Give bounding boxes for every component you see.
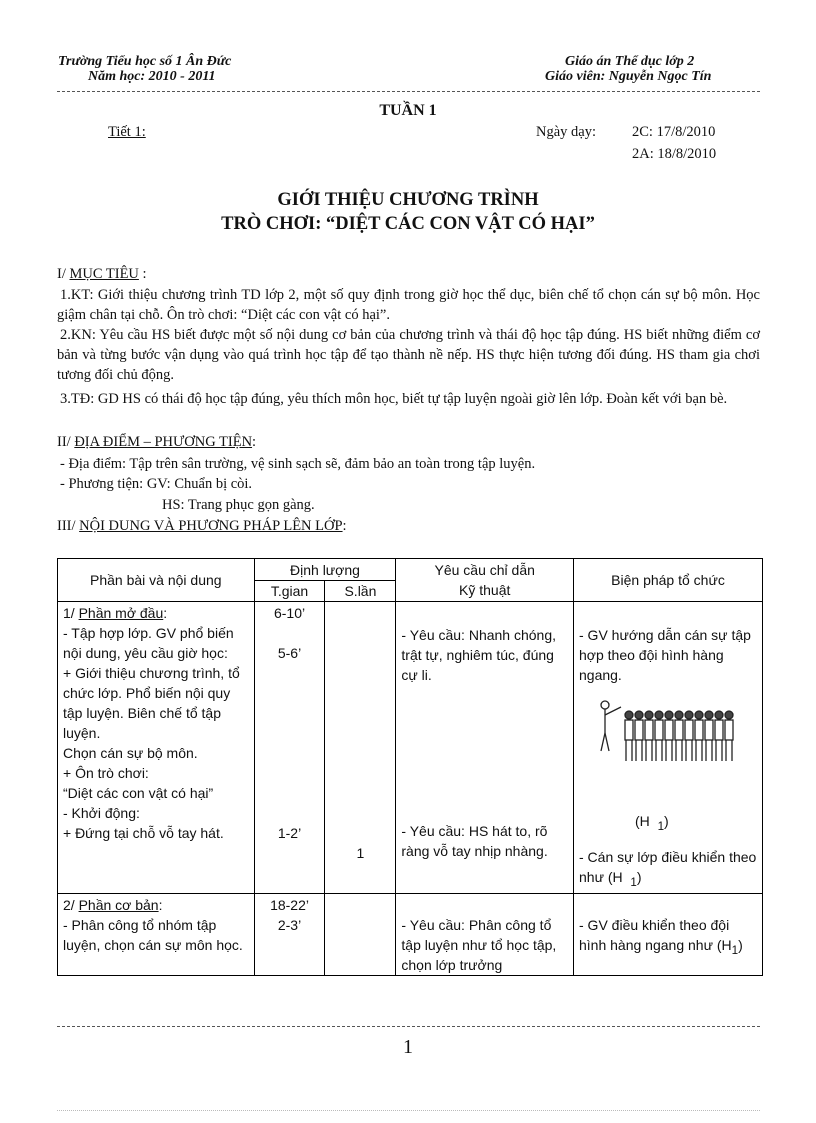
lesson-table [57,558,763,976]
header-reps: S.lần [325,581,396,602]
row1-part-warmup: + Đứng tại chỗ vỗ tay hát. [63,825,224,841]
page-bottom-border [57,1110,760,1111]
footer-divider [57,1026,760,1027]
row1-organization: - GV hướng dẫn cán sự tập hợp theo đội hình hàng ngang. (H $_1$) - Cán sự lớp điều khiển theo như (H $_1$) [574,602,763,894]
place-line: - Địa điểm: Tập trên sân trường, vệ sinh sạch sẽ, đảm bảo an toàn trong tập luyện. [60,456,536,472]
lesson-plan-title: Giáo án Thể dục lớp 2 [565,54,695,69]
row1-organization-b: - Cán sự lớp điều khiển theo như (H $_1$) [579,848,757,889]
period-label: Tiết 1: [108,124,146,140]
objective-skills: 2.KN: Yêu cầu HS biết được một số nội dung cơ bản của chương trình và thái độ học tập đúng. HS biết những điểm cơ bản và từng bước vận dụng vào quá trình học tập để tạo thành nề nếp. HS thực hiện tương đối đúng. HS tham gia chơi tương đối chủ động. [57,327,760,383]
row1-time: 6-10’ 5-6’ 1-2’ [254,602,325,894]
objective-knowledge: 1.KT: Giới thiệu chương trình TD lớp 2, một số quy định trong giờ học thể dục, biên chế tổ chọn cán sự bộ môn. Học giậm chân tại chỗ. Ôn trò chơi: “Diệt các con vật có hại”. [57,287,760,323]
week-label: TUẦN 1 [379,102,437,119]
header-time: T.gian [254,581,325,602]
place-heading: II/ ĐỊA ĐIỂM – PHƯƠNG TIỆN: [57,434,257,450]
teacher-name: Giáo viên: Nguyễn Ngọc Tín [545,69,712,84]
lesson-title-line1: GIỚI THIỆU CHƯƠNG TRÌNH [277,190,539,210]
header-requirements: Yêu cầu chỉ dẫn Kỹ thuật [396,559,574,602]
row1-part-content: - Tập hợp lớp. GV phổ biến nội dung, yêu cầu giờ học: + Giới thiệu chương trình, tổ chức lớp. Phổ biến nội quy tập luyện. Biên chế tổ tập luyện. Chọn cán sự bộ môn. + Ôn trò chơi: “Diệt các con vật có hại” - Khởi động: [63,625,240,821]
row2-reps [325,893,396,975]
row1-part: 1/ Phần mở đầu: - Tập hợp lớp. GV phổ biến nội dung, yêu cầu giờ học: + Giới thiệu chương trình, tổ chức lớp. Phổ biến nội quy tập luyện. Biên chế tổ tập luyện. Chọn cán sự bộ môn. + Ôn trò chơi: “Diệt các con vật có hại” - Khởi động: + Đứng tại chỗ vỗ tay hát. [58,602,255,894]
equipment-students: HS: Trang phục gọn gàng. [162,497,315,513]
table-row [58,893,763,975]
equipment-teacher: - Phương tiện: GV: Chuẩn bị còi. [60,476,253,492]
row2-part: 2/ Phần cơ bản: - Phân công tổ nhóm tập luyện, chọn cán sự môn học. [58,893,255,975]
header-dosage: Định lượng [254,559,396,581]
page-number: 1 [403,1036,413,1058]
table-row [58,602,763,894]
header-organization: Biện pháp tổ chức [574,559,763,602]
row1-reps: 1 [325,602,396,894]
objective-attitude: 3.TĐ: GD HS có thái độ học tập đúng, yêu thích môn học, biết tự tập luyện ngoài giờ lên lớp. Đoàn kết với bạn bè. [60,391,728,407]
school-name: Trường Tiểu học số 1 Ân Đức [58,54,232,69]
lesson-title-line2: TRÒ CHƠI: “DIỆT CÁC CON VẬT CÓ HẠI” [221,214,595,234]
date-2c: 2C: 17/8/2010 [632,124,716,140]
formation-figure [595,693,745,789]
header-divider [57,91,760,92]
school-year: Năm học: 2010 - 2011 [88,69,216,84]
objectives-heading: I/ MỤC TIÊU : [57,266,147,282]
date-2a: 2A: 18/8/2010 [632,146,717,162]
header-part: Phần bài và nội dung [58,559,255,602]
row2-organization: - GV điều khiển theo đội hình hàng ngang như $(H_1)$ [574,893,763,975]
figure-caption: (H $_1$) [635,813,669,833]
content-heading: III/ NỘI DUNG VÀ PHƯƠNG PHÁP LÊN LỚP: [57,518,347,534]
teaching-day-label: Ngày dạy: [536,124,596,140]
row2-requirements: - Yêu cầu: Phân công tổ tập luyện như tổ học tập, chọn lớp trưởng [396,893,574,975]
row2-time: 18-22’ 2-3’ [254,893,325,975]
row1-requirements: - Yêu cầu: Nhanh chóng, trật tự, nghiêm túc, đúng cự li. - Yêu cầu: HS hát to, rõ ràng vỗ tay nhịp nhàng. [396,602,574,894]
